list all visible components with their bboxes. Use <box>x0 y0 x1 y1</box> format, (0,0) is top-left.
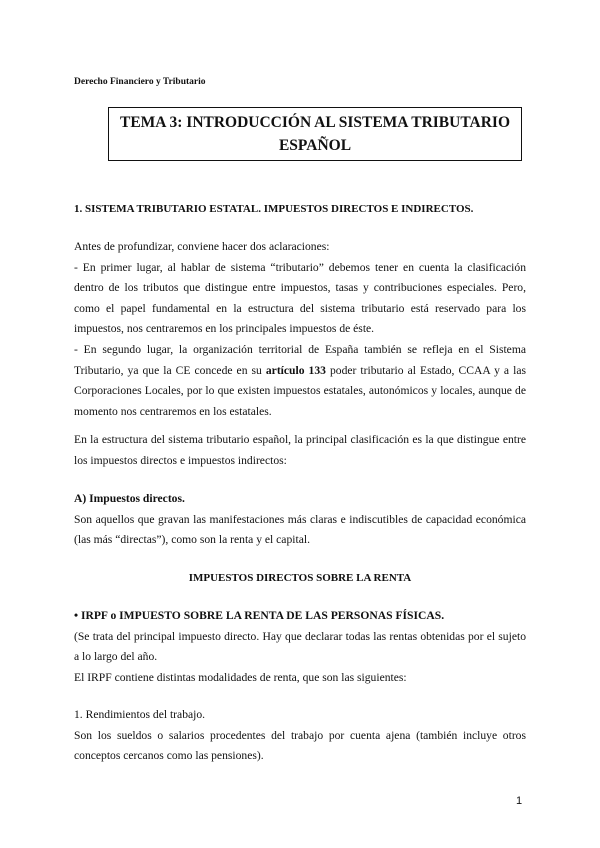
irpf-paragraph-2: El IRPF contiene distintas modalidades de renta, que son las siguientes: <box>74 670 407 684</box>
article-reference: artículo 133 <box>265 363 326 377</box>
title-line-1: TEMA 3: INTRODUCCIÓN AL SISTEMA TRIBUTARIO <box>119 114 511 131</box>
rendimientos-heading: 1. Rendimientos del trabajo. <box>74 708 206 721</box>
directos-block <box>74 489 526 551</box>
title-line-2: ESPAÑOL <box>278 137 352 154</box>
irpf-heading: • IRPF o IMPUESTO SOBRE LA RENTA DE LAS PERSONAS FÍSICAS. <box>74 609 445 622</box>
intro-paragraph-1: Antes de profundizar, conviene hacer dos aclaraciones: <box>74 240 330 253</box>
directos-text: Son aquellos que gravan las manifestaciones más claras e indiscutibles de capacidad económica (las más “directas”), como son la renta y el capital. <box>74 512 526 547</box>
running-header: Derecho Financiero y Tributario <box>74 77 206 87</box>
text: - En segundo lugar, la organización territorial de España también se refleja en el Sistema Tributario, ya que la CE concede en su <box>74 342 526 377</box>
intro-block <box>74 237 526 422</box>
page-number: 1 <box>516 795 523 807</box>
renta-heading: IMPUESTOS DIRECTOS SOBRE LA RENTA <box>188 572 412 584</box>
intro-paragraph-3 <box>74 340 526 422</box>
intro-paragraph-2: - En primer lugar, al hablar de sistema “tributario” debemos tener en cuenta la clasificación dentro de los tributos que distingue entre impuestos, tasas y contribuciones especiales. Pero, como el papel fundamental en la estructura del sistema tributario está reservado para los impuestos, nos centraremos en los principales impuestos de éste. <box>74 260 526 336</box>
rendimientos-text: Son los sueldos o salarios procedentes del trabajo por cuenta ajena (también incluye otros conceptos cercanos como las pensiones). <box>74 728 526 763</box>
irpf-paragraph-1: (Se trata del principal impuesto directo. Hay que declarar todas las rentas obtenidas por el sujeto a lo largo del año. <box>74 629 526 664</box>
directos-heading: A) Impuestos directos. <box>74 492 185 505</box>
rendimientos-block <box>74 705 526 767</box>
text: poder tributario al Estado, CCAA y a las Corporaciones Locales, por lo que existen impuestos estatales, autonómicos y locales, aunque de momento nos centraremos en los estatales. <box>74 363 526 418</box>
title-box <box>108 107 522 161</box>
classification-paragraph: En la estructura del sistema tributario español, la principal clasificación es la que distingue entre los impuestos directos e impuestos indirectos: <box>74 433 526 467</box>
irpf-block <box>74 606 526 688</box>
section-heading: 1. SISTEMA TRIBUTARIO ESTATAL. IMPUESTOS DIRECTOS E INDIRECTOS. <box>74 203 474 215</box>
